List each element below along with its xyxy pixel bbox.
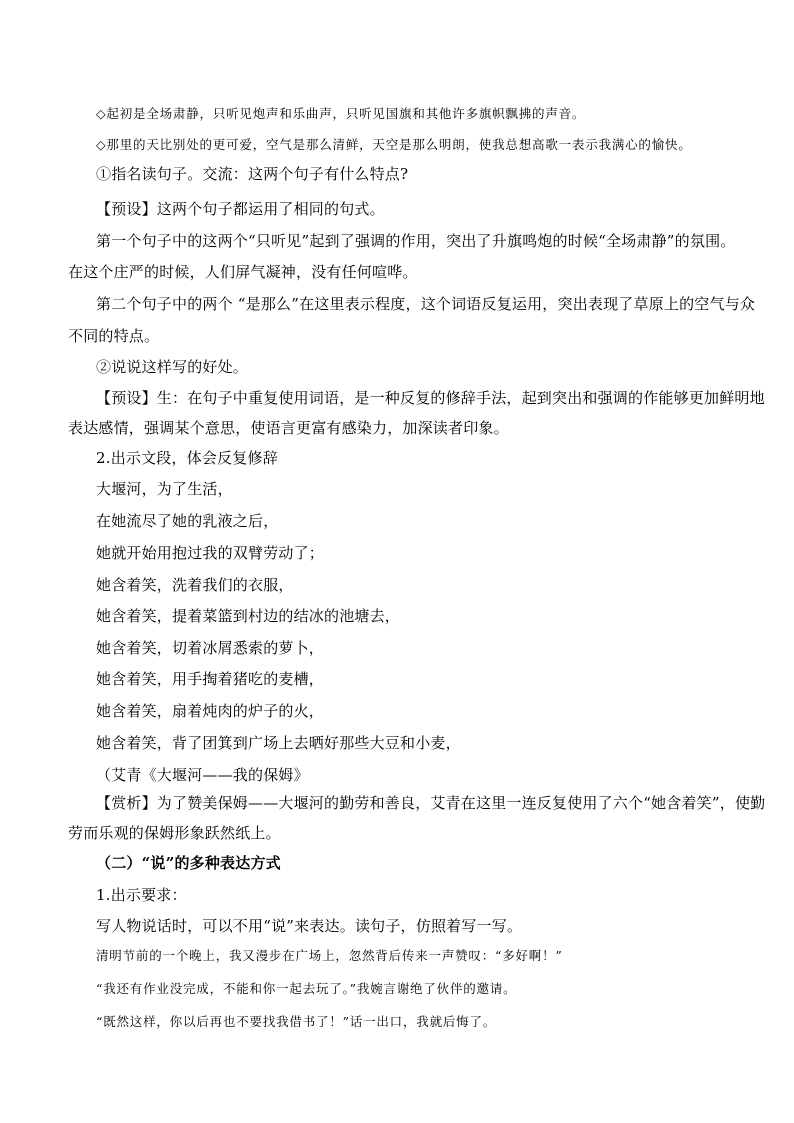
paragraph: 第一个句子中的这两个“只听见”起到了强调的作用，突出了升旗鸣炮的时候“全场肃静”的氛围。 bbox=[96, 232, 736, 250]
poem-line: 她含着笑，提着菜篮到村边的结冰的池塘去， bbox=[96, 607, 401, 625]
paragraph: 劳而乐观的保姆形象跃然纸上。 bbox=[68, 824, 281, 842]
section-heading: 2.出示文段，体会反复修辞 bbox=[96, 449, 278, 467]
paragraph: 表达感情，强调某个意思，使语言更富有感染力，加深读者印象。 bbox=[68, 419, 509, 437]
paragraph: 【预设】生：在句子中重复使用词语，是一种反复的修辞手法，起到突出和强调的作能够更加鲜明地 bbox=[96, 389, 765, 407]
paragraph: 不同的特点。 bbox=[68, 327, 160, 345]
paragraph: ①指名读句子。交流：这两个句子有什么特点? bbox=[96, 165, 409, 183]
example-sentence: “我还有作业没完成，不能和你一起去玩了。”我婉言谢绝了伙伴的邀请。 bbox=[96, 981, 517, 996]
poem-line: 在她流尽了她的乳液之后， bbox=[96, 512, 279, 530]
paragraph: 【赏析】为了赞美保姆——大堰河的勤劳和善良，艾青在这里一连反复使用了六个“她含着笑”，使勤 bbox=[96, 794, 766, 812]
example-sentence: “既然这样，你以后再也不要找我借书了！”话一出口，我就后悔了。 bbox=[96, 1014, 497, 1029]
paragraph: 1.出示要求： bbox=[96, 886, 187, 904]
poem-line: 她含着笑，扇着炖肉的炉子的火， bbox=[96, 702, 325, 720]
example-sentence-2: ◇那里的天比别处的更可爱，空气是那么清鲜，天空是那么明朗，使我总想高歌一表示我满心的愉快。 bbox=[96, 137, 692, 152]
poem-line: 她含着笑，洗着我们的衣服， bbox=[96, 576, 294, 594]
example-sentence: 清明节前的一个晚上，我又漫步在广场上，忽然背后传来一声赞叹：“多好啊！” bbox=[96, 948, 563, 963]
poem-line: 她含着笑，切着冰屑悉索的萝卜， bbox=[96, 639, 325, 657]
paragraph: 【预设】这两个句子都运用了相同的句式。 bbox=[96, 200, 385, 218]
poem-line: 她含着笑，用手掏着猪吃的麦槽， bbox=[96, 670, 325, 688]
paragraph: 写人物说话时，可以不用“说”来表达。读句子，仿照着写一写。 bbox=[96, 917, 523, 935]
example-sentence-1: ◇起初是全场肃静，只听见炮声和乐曲声，只听见国旗和其他许多旗帜飘拂的声音。 bbox=[96, 106, 586, 121]
poem-line: 她含着笑，背了团箕到广场上去晒好那些大豆和小麦， bbox=[96, 734, 461, 752]
poem-citation: （艾青《大堰河——我的保姆》 bbox=[96, 766, 309, 784]
paragraph: 在这个庄严的时候，人们屏气凝神，没有任何喧哗。 bbox=[68, 263, 418, 281]
subsection-heading: （二）“说”的多种表达方式 bbox=[96, 854, 281, 872]
poem-line: 她就开始用抱过我的双臂劳动了； bbox=[96, 544, 325, 562]
paragraph: ②说说这样写的好处。 bbox=[96, 358, 249, 376]
poem-line: 大堰河，为了生活， bbox=[96, 480, 233, 498]
paragraph: 第二个句子中的两个 “是那么”在这里表示程度，这个词语反复运用，突出表现了草原上的空气与众 bbox=[96, 295, 756, 313]
